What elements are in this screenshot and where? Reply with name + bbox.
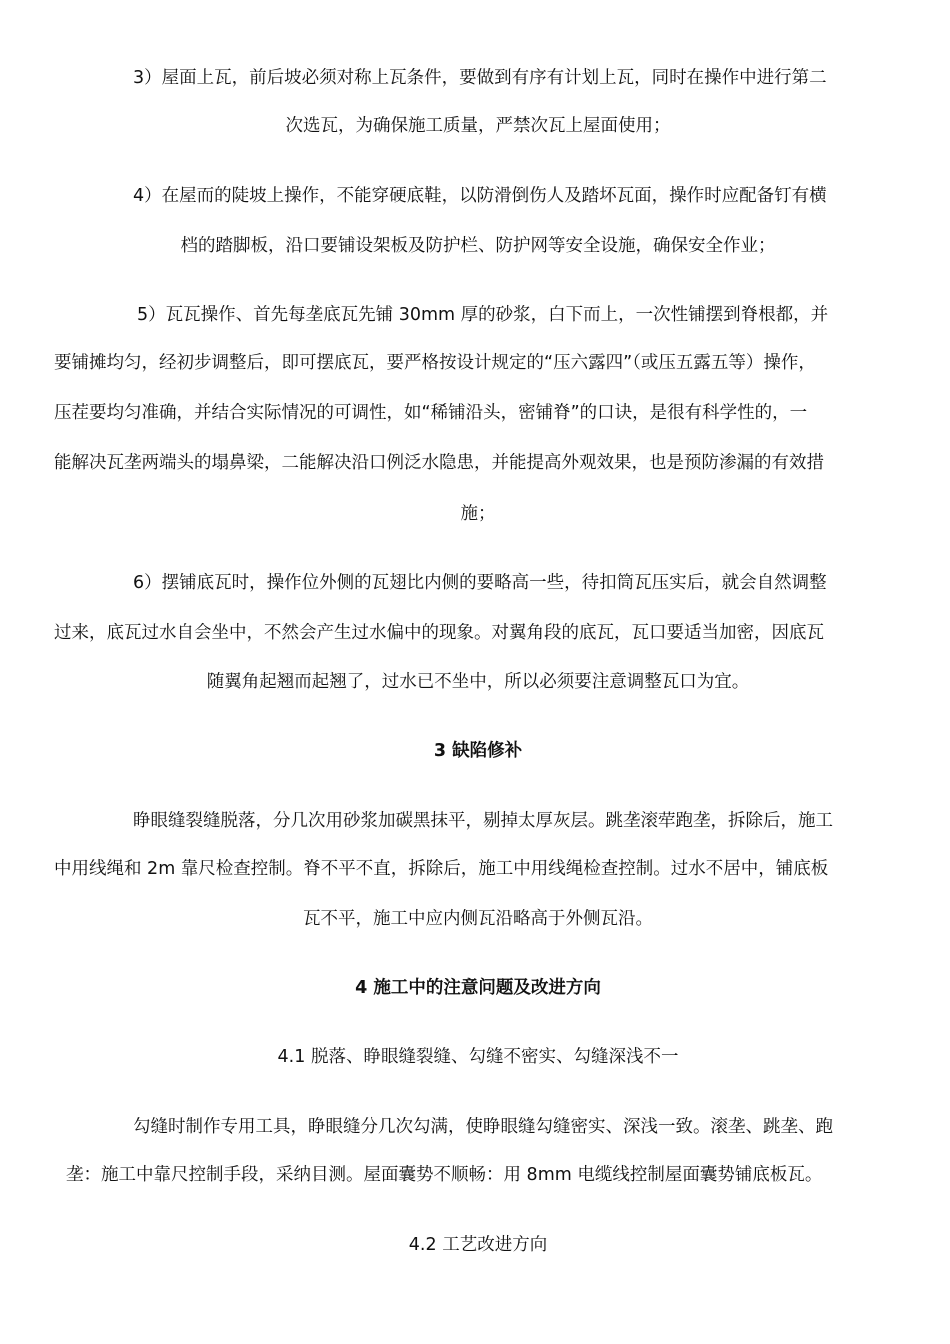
subsection-4-1-line-1: 勾缝时制作专用工具，睁眼缝分几次勾满，使睁眼缝勾缝密实、深浅一致。滚垄、跳垄、跑 [133, 1117, 833, 1137]
defect-paragraph-line-1: 睁眼缝裂缝脱落，分几次用砂浆加碳黑抹平，剔掉太厚灰层。跳垄滚荦跑垄，拆除后，施工 [133, 811, 833, 831]
paragraph-5-line-2: 要铺摊均匀，经初步调整后，即可摆底瓦，要严格按设计规定的“压六露四”（或压五露五等）操作， [54, 353, 816, 373]
paragraph-4-line-2: 档的踏脚板，沿口要铺设架板及防护栏、防护网等安全设施，确保安全作业； [180, 236, 776, 256]
paragraph-3-line-2: 次选瓦，为确保施工质量，严禁次瓦上屋面使用； [285, 116, 671, 136]
paragraph-5-line-4: 能解决瓦垄两端头的塌鼻梁，二能解决沿口例泛水隐患，并能提高外观效果，也是预防渗漏的有效措 [54, 453, 824, 473]
paragraph-6-line-2: 过来，底瓦过水自会坐中，不然会产生过水偏中的现象。对翼角段的底瓦，瓦口要适当加密，因底瓦 [54, 623, 824, 643]
paragraph-4-line-1: 4）在屋而的陡坡上操作，不能穿硬底鞋，以防滑倒伤人及踏坏瓦面，操作时应配备钉有横 [133, 186, 827, 206]
paragraph-5-line-5: 施； [460, 504, 496, 524]
section-heading-3: 3 缺陷修补 [433, 741, 523, 761]
subheading-4-1: 4.1 脱落、睁眼缝裂缝、勾缝不密实、勾缝深浅不一 [277, 1047, 679, 1067]
paragraph-3-line-1: 3）屋面上瓦，前后坡必须对称上瓦条件，要做到有序有计划上瓦，同时在操作中进行第二 [133, 68, 827, 88]
subheading-4-2: 4.2 工艺改进方向 [408, 1235, 548, 1255]
defect-paragraph-line-3: 瓦不平，施工中应内侧瓦沿略高于外侧瓦沿。 [303, 909, 653, 929]
paragraph-5-line-3: 压茬要均匀准确，并结合实际情况的可调性，如“稀铺沿头，密铺脊”的口诀，是很有科学性的，一 [54, 403, 808, 423]
paragraph-5-line-1: 5）瓦瓦操作、首先每垄底瓦先铺 30mm 厚的砂浆，白下而上，一次性铺摆到脊根都，并 [137, 305, 829, 325]
paragraph-6-line-1: 6）摆铺底瓦时，操作位外侧的瓦翅比内侧的要略高一些，待扣筒瓦压实后，就会自然调整 [133, 573, 827, 593]
subsection-4-1-line-2: 垄：施工中靠尺控制手段，采纳目测。屋面囊势不顺畅：用 8mm 电缆线控制屋面囊势铺底板瓦。 [66, 1165, 823, 1185]
paragraph-6-line-3: 随翼角起翘而起翘了，过水已不坐中，所以必须要注意调整瓦口为宜。 [206, 672, 750, 692]
section-heading-4: 4 施工中的注意问题及改进方向 [355, 978, 601, 998]
defect-paragraph-line-2: 中用线绳和 2m 靠尺检查控制。脊不平不直，拆除后，施工中用线绳检查控制。过水不居中，铺底板 [54, 859, 829, 879]
